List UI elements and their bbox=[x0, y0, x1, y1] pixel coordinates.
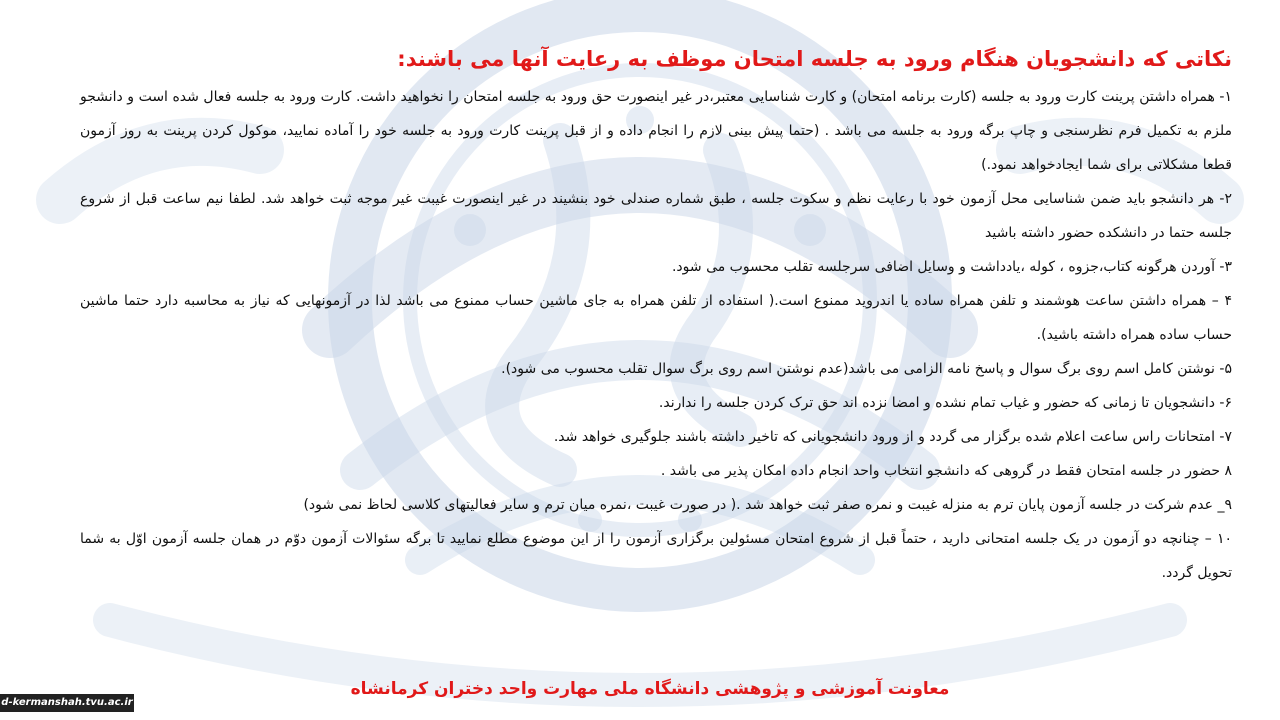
rule-item-10: ۱۰ – چنانچه دو آزمون در یک جلسه امتحانی دارید ، حتماً قبل از شروع امتحان مسئولین برگزاری آزمون را از این موضوع مطلع نمایید تا برگه سئوالات آزمون دوّم در همان جلسه آزمون اوّل به شما تحویل گردد. bbox=[80, 531, 1232, 581]
rule-item-9: ۹_ عدم شرکت در جلسه آزمون پایان ترم به منزله غیبت و نمره صفر ثبت خواهد شد .( در صورت غیبت ،نمره میان ترم و سایر فعالیتهای کلاسی لحاظ نمی شود) bbox=[303, 497, 1232, 513]
rule-item-5: ۵- نوشتن کامل اسم روی برگ سوال و پاسخ نامه الزامی می باشد(عدم نوشتن اسم روی برگ سوال تقلب محسوب می شود). bbox=[501, 361, 1232, 377]
announcement-title: نکاتی که دانشجویان هنگام ورود به جلسه امتحان موظف به رعایت آنها می باشند: bbox=[397, 47, 1232, 71]
rule-item-1: ۱- همراه داشتن پرینت کارت ورود به جلسه (کارت برنامه امتحان) و کارت شناسایی معتبر،در غیر اینصورت حق ورود به جلسه امتحان را نخواهید داشت. کارت ورود به جلسه فعال شده است و دانشجو ملزم به تکمیل فرم نظرسنجی و چاپ برگه ورود به جلسه می باشد . (حتما پیش بینی لازم را انجام داده و از قبل پرینت کارت ورود به جلسه خود را آماده نمایید، موکول کردن پرینت به روز آزمون قطعا مشکلاتی برای شما ایجادخواهد نمود.) bbox=[80, 89, 1232, 173]
rule-item-8: ۸ حضور در جلسه امتحان فقط در گروهی که دانشجو انتخاب واحد انجام داده امکان پذیر می باشد . bbox=[660, 463, 1232, 479]
announcement-body bbox=[80, 44, 1232, 590]
rule-item-6: ۶- دانشجویان تا زمانی که حضور و غیاب تمام نشده و امضا نزده اند حق ترک کردن جلسه را ندارند. bbox=[658, 395, 1232, 411]
rule-item-2: ۲- هر دانشجو باید ضمن شناسایی محل آزمون خود با رعایت نظم و سکوت جلسه ، طبق شماره صندلی خود بنشیند در غیر اینصورت غیبت غیر موجه ثبت خواهد شد. لطفا نیم ساعت قبل از شروع جلسه حتما در دانشکده حضور داشته باشید bbox=[80, 191, 1232, 241]
rule-item-4: ۴ – همراه داشتن ساعت هوشمند و تلفن همراه ساده یا اندروید ممنوع است.( استفاده از تلفن همراه به جای ماشین حساب ممنوع می باشد لذا در آزمونهایی که نیاز به محاسبه دارد حتما ماشین حساب ساده همراه داشته باشید). bbox=[80, 293, 1232, 343]
website-url-badge[interactable]: d-kermanshah.tvu.ac.ir bbox=[0, 694, 134, 712]
footer-signature: معاونت آموزشی و پژوهشی دانشگاه ملی مهارت واحد دختران کرمانشاه bbox=[350, 679, 950, 699]
rule-item-7: ۷- امتحانات راس ساعت اعلام شده برگزار می گردد و از ورود دانشجویانی که تاخیر داشته باشند جلوگیری خواهد شد. bbox=[553, 429, 1232, 445]
rule-item-3: ۳- آوردن هرگونه کتاب،جزوه ، کوله ،یادداشت و وسایل اضافی سرجلسه تقلب محسوب می شود. bbox=[671, 259, 1232, 275]
